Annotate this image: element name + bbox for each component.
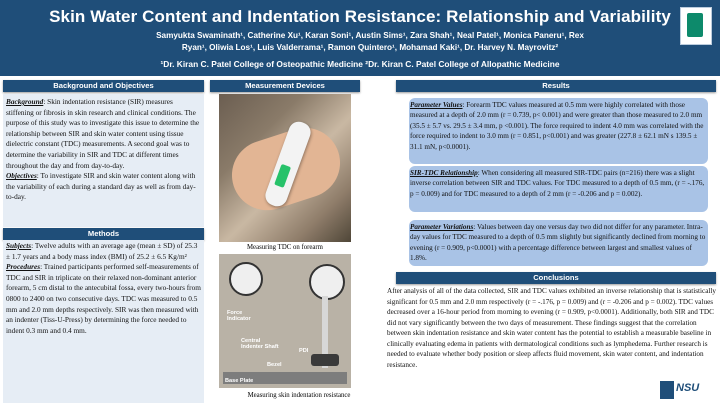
methods-text: [6, 241, 202, 336]
background-text: [6, 97, 202, 203]
affiliations: ¹Dr. Kiran C. Patel College of Osteopathic Medicine ²Dr. Kiran C. Patel College of Allopathic Medicine: [160, 59, 560, 69]
objectives-label: Objectives: [6, 171, 37, 181]
relationship-body: : When considering all measured SIR-TDC pairs (n=216) there was a slight inverse correlation between SIR and TDC values. For TDC measured to a depth of 0.5 mm, (r = -.176, p = 0.009) and for TDC measured to a depth of 2 mm (r = -0.206 and p = 0.002).: [410, 169, 705, 198]
tdc-forearm-photo: [219, 94, 351, 242]
procedures-body: : Trained participants performed self-measurements of TDC and SIR in triplicate on their relaxed non-dominant anterior forearm, 5 cm distal to the antecubital fossa, every two-hours from 0800 to 2400 on two consecutive days. TDC was measured to 0.5 mm and 2.0 mm depths respectively. SIR was then measured with an indenter (Tiss-U-Press) by determining the force needed to indent 0.3 mm and 0.4 mm.: [6, 262, 201, 335]
gauge-icon: [229, 262, 263, 296]
college-logo-icon: [680, 7, 712, 45]
results-text-1: [410, 100, 706, 152]
poster-title: Skin Water Content and Indentation Resistance: Relationship and Variability: [49, 7, 671, 26]
background-heading: Background and Objectives: [3, 80, 204, 92]
parameter-values-body: : Forearm TDC values measured at 0.5 mm were highly correlated with those measured at a depth of 2.0 mm (r = 0.739, p< 0.001) and were greater than those measured to 2.0 mm (35.5 ± 5.7 vs. 29.5 ± 3.4 mm, p <0.001). The force required to indent 4.0 mm was correlated with the force required to indent to 3.0 mm (r = 0.851, p<0.001) and was greater (227.8 ± 62.1 mN s 139.5 ± 31.1 mN, p<0.0001).: [410, 101, 704, 151]
label-bezel: Bezel: [267, 362, 282, 368]
label-pdi: PDI: [299, 348, 309, 354]
objectives-body: : To investigate SIR and skin water content along with the variability of each during a standard day as well as from day-to-day.: [6, 171, 196, 202]
results-text-2: [410, 168, 706, 199]
results-heading: Results: [396, 80, 716, 92]
device-screen: [274, 164, 291, 188]
parameter-values-label: Parameter Values: [410, 101, 463, 109]
nsu-logo-icon: [660, 381, 674, 399]
label-base-plate: Base Plate: [225, 378, 254, 384]
author-list: Samyukta Swaminath¹, Catherine Xu¹, Karan Soni¹, Austin Sims¹, Zara Shah¹, Neal Patel¹, Monica Paneru¹, Rex Ryan¹, Oliwia Los¹, Luis Valderrama¹, Ramon Quintero¹, Mohamad Kaki¹, Dr. Harvey N. Mayrovitz²: [156, 31, 584, 52]
force-dial-icon: [309, 264, 345, 300]
variations-body: : Values between day one versus day two did not differ for any parameter. Intra-day values for TDC measured to a depth of 0.5 mm slightly but significantly declined from morning to evening (r = 0.909, p<0.0001) with a percentage difference between largest and smallest values of 1.8%.: [410, 223, 706, 263]
variations-label: Parameter Variations: [410, 223, 474, 231]
label-force-indicator: Force Indicator: [227, 310, 251, 322]
devices-heading: Measurement Devices: [210, 80, 360, 92]
label-central-shaft: Central Indenter Shaft: [241, 338, 279, 350]
bezel-shape: [311, 354, 339, 366]
procedures-label: Procedures: [6, 262, 41, 272]
background-label: Background: [6, 97, 44, 106]
caption-indentation: Measuring skin indentation resistance: [247, 392, 351, 399]
subjects-body: : Twelve adults with an average age (mean ± SD) of 25.3 ± 1.7 years and a body mass index (BMI) of 25.2 ± 6.5 Kg/m²: [6, 241, 198, 261]
methods-heading: Methods: [3, 228, 204, 240]
background-body: : Skin indentation resistance (SIR) measures stiffening or fibrosis in skin research and clinical conditions. The purpose of this study was to investigate this issue to determine the relationship between SIR and skin water content using tissue dielectric constant (TDC) measurements. A second goal was to determine the variability in SIR and TDC at different times throughout the day and from day-to-day.: [6, 97, 200, 170]
nsu-logo-text: NSU: [676, 382, 700, 394]
subjects-label: Subjects: [6, 241, 32, 250]
indenter-photo: [219, 254, 351, 388]
poster-header: [0, 0, 720, 76]
relationship-label: SIR-TDC Relationship: [410, 169, 478, 177]
caption-tdc: Measuring TDC on forearm: [247, 244, 323, 251]
conclusions-heading: Conclusions: [396, 272, 716, 284]
conclusions-text: After analysis of all of the data collected, SIR and TDC values exhibited an inverse relationship that is statistically significant for 0.5 mm and 2.0 mm respectively (r = -.176, p = 0.009) and (r = -0.206 and p = 0.002). TDC values decreased over a 16-hour period from morning to evening (r = 0.909, p<0.0001). Additionally, both SIR and TDC did not vary significantly between the two days of measurement. These findings suggest that the correlation between skin indentation resistance and skin water content has the potential to establish a measurable baseline in clinically evaluating edema in patients with dermatological conditions such as lymphedema. Further research is needed to evaluate whether body position or sleep affects fluid movement, skin water content, and indentation resistance.: [387, 287, 717, 369]
results-text-3: [410, 222, 706, 264]
